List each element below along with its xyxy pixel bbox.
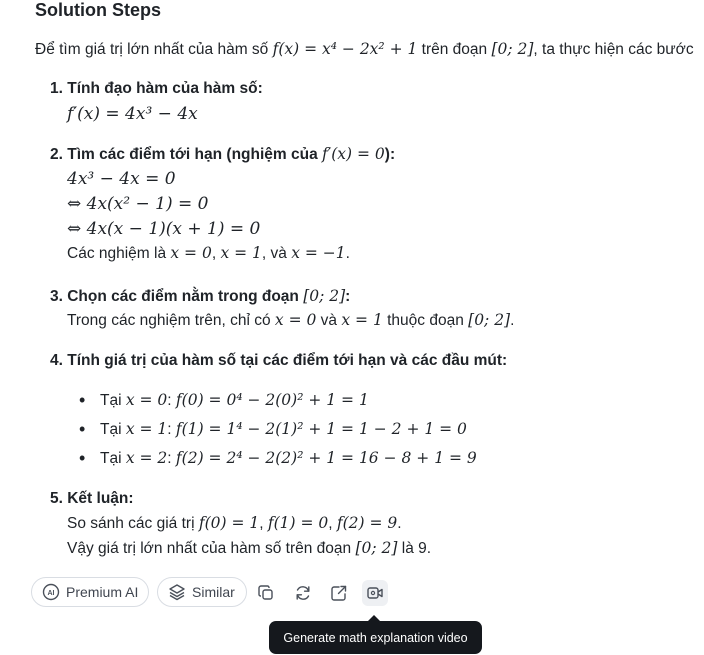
- generate-video-button[interactable]: [362, 580, 388, 606]
- bullet-prefix: Tại: [100, 421, 126, 438]
- step-3-end: .: [510, 312, 515, 329]
- intro-text-after: , ta thực hiện các bước: [533, 41, 694, 58]
- step-2-equation-2: ⇔ 4x(x² − 1) = 0: [67, 194, 209, 214]
- premium-ai-button[interactable]: [31, 577, 149, 607]
- list-item: [80, 420, 467, 439]
- compare-sep-2: ,: [328, 515, 337, 532]
- compare-end: .: [397, 515, 402, 532]
- copy-icon: [257, 584, 275, 602]
- step-5-compare: [67, 514, 402, 533]
- intro-interval: [0; 2]: [491, 40, 534, 58]
- bullet-calc: f(0) = 0⁴ − 2(0)² + 1 = 1: [175, 391, 369, 409]
- premium-ai-label: Premium AI: [66, 584, 139, 600]
- step-3-title-after: :: [345, 288, 351, 305]
- bullet-calc: f(1) = 1⁴ − 2(1)² + 1 = 1 − 2 + 1 = 0: [175, 420, 467, 438]
- step-3-point-2: x = 1: [341, 311, 383, 329]
- intro-text-before: Để tìm giá trị lớn nhất của hàm số: [35, 41, 273, 58]
- step-5-conclusion: [67, 539, 431, 558]
- intro-text: [35, 40, 694, 59]
- layers-icon: [168, 583, 186, 601]
- intro-text-middle: trên đoạn: [417, 41, 492, 58]
- step-2-title-after: ):: [384, 146, 396, 163]
- step-3-mid: và: [316, 312, 342, 329]
- step-3-title-math: [0; 2]: [303, 287, 346, 305]
- tooltip: Generate math explanation video: [269, 621, 482, 654]
- bullet-sep: :: [167, 450, 176, 467]
- step-1-title: 1. Tính đạo hàm của hàm số:: [50, 80, 263, 97]
- ai-sparkle-icon: [42, 583, 60, 601]
- bullet-sep: :: [167, 421, 176, 438]
- compare-prefix: So sánh các giá trị: [67, 515, 199, 532]
- conclusion-prefix: Vậy giá trị lớn nhất của hàm số trên đoạn: [67, 540, 356, 557]
- bullet-point: x = 0: [125, 391, 168, 409]
- step-3-prefix: Trong các nghiệm trên, chỉ có: [67, 312, 275, 329]
- conclusion-suffix: là 9.: [397, 540, 432, 557]
- step-3-line: [67, 311, 514, 330]
- conclusion-interval: [0; 2]: [355, 539, 398, 557]
- root-1: x = 0: [170, 244, 212, 262]
- refresh-icon: [294, 584, 312, 602]
- roots-sep-2: , và: [261, 245, 292, 262]
- step-2-title-math: f′(x) = 0: [322, 145, 385, 163]
- similar-button[interactable]: [157, 577, 247, 607]
- intro-function: f(x) = x⁴ − 2x² + 1: [272, 40, 418, 58]
- step-2-title-before: 2. Tìm các điểm tới hạn (nghiệm của: [50, 146, 322, 163]
- step-3-interval: [0; 2]: [468, 311, 511, 329]
- bullet-calc: f(2) = 2⁴ − 2(2)² + 1 = 16 − 8 + 1 = 9: [175, 449, 477, 467]
- step-5-title: 5. Kết luận:: [50, 490, 134, 507]
- list-item: [80, 449, 477, 468]
- page-title: Solution Steps: [35, 0, 161, 20]
- svg-text:AI: AI: [47, 590, 55, 597]
- step-3-title: [50, 287, 350, 306]
- compare-value-2: f(1) = 0: [267, 514, 329, 532]
- bullet-point: x = 1: [125, 420, 168, 438]
- compare-value-3: f(2) = 9: [336, 514, 398, 532]
- bullet-prefix: Tại: [100, 450, 126, 467]
- step-3-title-before: 3. Chọn các điểm nằm trong đoạn: [50, 288, 304, 305]
- step-4-title: 4. Tính giá trị của hàm số tại các điểm tới hạn và các đầu mút:: [50, 352, 508, 369]
- roots-sep-1: ,: [211, 245, 221, 262]
- share-button[interactable]: [326, 580, 352, 606]
- regenerate-button[interactable]: [290, 580, 316, 606]
- bullet-prefix: Tại: [100, 392, 126, 409]
- step-3-point-1: x = 0: [274, 311, 317, 329]
- step-2-roots: [67, 244, 350, 263]
- step-3-mid-2: thuộc đoạn: [382, 312, 469, 329]
- video-icon: [366, 584, 384, 602]
- root-3: x = −1: [291, 244, 346, 262]
- compare-value-1: f(0) = 1: [198, 514, 260, 532]
- copy-button[interactable]: [253, 580, 279, 606]
- compare-sep-1: ,: [259, 515, 268, 532]
- step-2-title: [50, 145, 395, 164]
- step-1-derivative: f′(x) = 4x³ − 4x: [67, 104, 198, 124]
- step-2-equation-3: ⇔ 4x(x − 1)(x + 1) = 0: [67, 219, 261, 239]
- bullet-sep: :: [167, 392, 176, 409]
- share-icon: [330, 584, 348, 602]
- bullet-point: x = 2: [125, 449, 168, 467]
- list-item: [80, 391, 369, 410]
- roots-prefix: Các nghiệm là: [67, 245, 171, 262]
- root-2: x = 1: [220, 244, 262, 262]
- similar-label: Similar: [192, 584, 235, 600]
- step-2-equation-1: 4x³ − 4x = 0: [67, 169, 176, 189]
- roots-end: .: [345, 245, 350, 262]
